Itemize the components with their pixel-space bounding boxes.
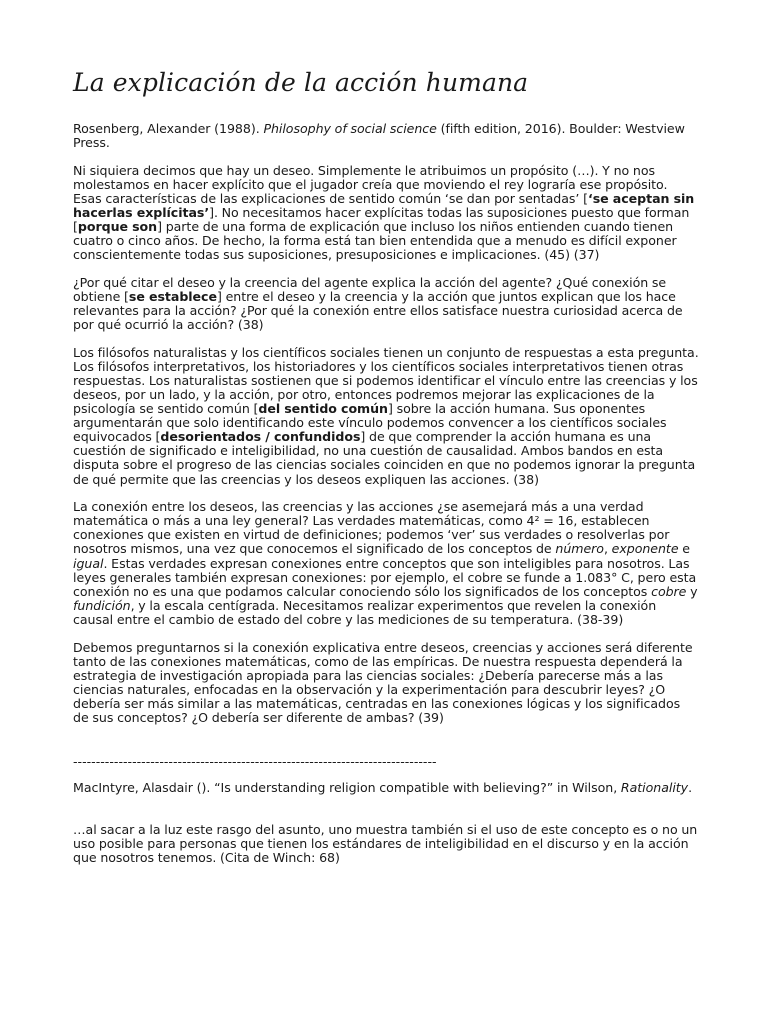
bold-gloss: se establece bbox=[128, 288, 217, 304]
text-run: Ni siquiera decimos que hay un deseo. Simplemente le atribuimos un propósito (…). Y no nos molestamos en hacer explícito que el jugador creía que moviendo el rey lograría ese propósito. Esas características de las explicaciones de sentido común ‘se dan por sentadas’ [ bbox=[73, 162, 668, 206]
text-run: , y la escala centígrada. Necesitamos realizar experimentos que revelen la conexión causal entre el cambio de estado del cobre y las mediciones de su temperatura. (38-39) bbox=[73, 597, 657, 627]
italic-term: exponente bbox=[611, 541, 679, 557]
text-run: ¿Por qué citar el deseo y la creencia del agente explica la acción del agente? ¿Qué conexión se obtiene [ bbox=[73, 274, 667, 304]
document-page bbox=[73, 66, 699, 879]
italic-book-title: Rationality bbox=[620, 780, 689, 796]
text-run: . bbox=[688, 780, 693, 796]
text-run: ] sobre la acción humana. Sus oponentes argumentarán que solo identificando este vínculo podemos convencer a los científicos sociales equivocados [ bbox=[73, 401, 667, 445]
text-run: Los filósofos naturalistas y los científicos sociales tienen un conjunto de respuestas a esta pregunta. Los filósofos interpretativos, los historiadores y los científicos sociales interpretativos tienen otras respuestas. Los naturalistas sostienen que si podemos identificar el vínculo entre las creencias y los deseos, por un lado, y la acción, por otro, entonces podremos mejorar las explicaciones de la psicología se sentido común [ bbox=[73, 344, 699, 417]
italic-term: fundición bbox=[73, 597, 131, 613]
text-run: y bbox=[686, 583, 698, 599]
page-title: La explicación de la acción humana bbox=[73, 68, 529, 97]
quote-paragraph-1 bbox=[73, 164, 699, 263]
italic-term: número bbox=[555, 541, 604, 557]
reference-book-title: Philosophy of social science bbox=[263, 121, 437, 136]
text-run: , bbox=[603, 541, 612, 557]
text-run: ] de que comprender la acción humana es una cuestión de significado e inteligibilidad, no una cuestión de causalidad. Ambos bandos en esta disputa sobre el progreso de las ciencias sociales coinciden en que no podemos ignorar la pregunta de qué permite que las creencias y los deseos expliquen las acciones. (38) bbox=[73, 429, 696, 487]
italic-term: igual bbox=[73, 555, 104, 571]
reference-author: Rosenberg, Alexander (1988). bbox=[73, 121, 264, 136]
quote-paragraph-2 bbox=[73, 276, 699, 332]
text-run: ] entre el deseo y la creencia y la acción que juntos explican que los hace relevantes para la acción? ¿Por qué la conexión entre ellos satisface nuestra curiosidad acerca de por qué ocurrió la acción? (38) bbox=[73, 288, 683, 333]
text-run: MacIntyre, Alasdair (). “Is understanding religion compatible with believing?” in Wilson, bbox=[73, 780, 621, 796]
bold-gloss: porque son bbox=[77, 219, 158, 235]
reference-macintyre bbox=[73, 781, 699, 795]
quote-paragraph-3 bbox=[73, 346, 699, 487]
quote-paragraph-5: Debemos preguntarnos si la conexión explicativa entre deseos, creencias y acciones será diferente tanto de las conexiones matemáticas, como de las empíricas. De nuestra respuesta dependerá la estrategia de investigación apropiada para las ciencias sociales: ¿Debería parecerse más a las ciencias naturales, enfocadas en la observación y la experimentación para descubrir leyes? ¿O debería ser más similar a las matemáticas, centradas en las conexiones lógicas y los significados de sus conceptos? ¿O debería ser diferente de ambas? (39) bbox=[73, 639, 693, 725]
bold-gloss: del sentido común bbox=[258, 401, 388, 417]
quote-paragraph-4 bbox=[73, 500, 699, 627]
text-run: La conexión entre los deseos, las creencias y las acciones ¿se asemejará más a una verdad matemática o más a una ley general? Las verdades matemáticas, como 4² = 16, establecen conexiones que existen en virtud de definiciones; podemos ‘ver’ sus verdades o resolverlas por nosotros mismos, una vez que conocemos el significado de los conceptos de bbox=[73, 499, 670, 557]
bold-gloss: desorientados / confundidos bbox=[160, 429, 361, 445]
quote-paragraph-6: …al sacar a la luz este rasgo del asunto, uno muestra también si el uso de este concepto es o no un uso posible para personas que tienen los estándares de inteligibilidad en el discurso y en la acción que nosotros tenemos. (Cita de Winch: 68) bbox=[73, 822, 698, 866]
text-run: ] parte de una forma de explicación que incluso los niños entienden cuando tienen cuatro o cinco años. De hecho, la forma está tan bien entendida que a menudo es difícil exponer conscientemente todas sus suposiciones, presuposiciones e implicaciones. (45) (37) bbox=[73, 219, 677, 263]
reference-publisher: (fifth edition, 2016). Boulder: Westview Press. bbox=[73, 121, 685, 151]
reference-rosenberg bbox=[73, 122, 699, 150]
text-run: . Estas verdades expresan conexiones entre conceptos que son inteligibles para nosotros. Las leyes generales también expresan conexiones: por ejemplo, el cobre se funde a 1.083° C, pero esta conexión no es una que podamos calcular conociendo sólo los significados de los conceptos bbox=[73, 555, 697, 599]
text-run: e bbox=[678, 541, 690, 557]
separator-line: -------------------------------------------------------------------------------- bbox=[73, 754, 437, 770]
text-run: ]. No necesitamos hacer explícitas todas las suposiciones puesto que forman [ bbox=[73, 204, 690, 235]
bold-gloss: ‘se aceptan sin hacerlas explícitas’ bbox=[73, 190, 695, 220]
italic-term: cobre bbox=[651, 583, 687, 599]
